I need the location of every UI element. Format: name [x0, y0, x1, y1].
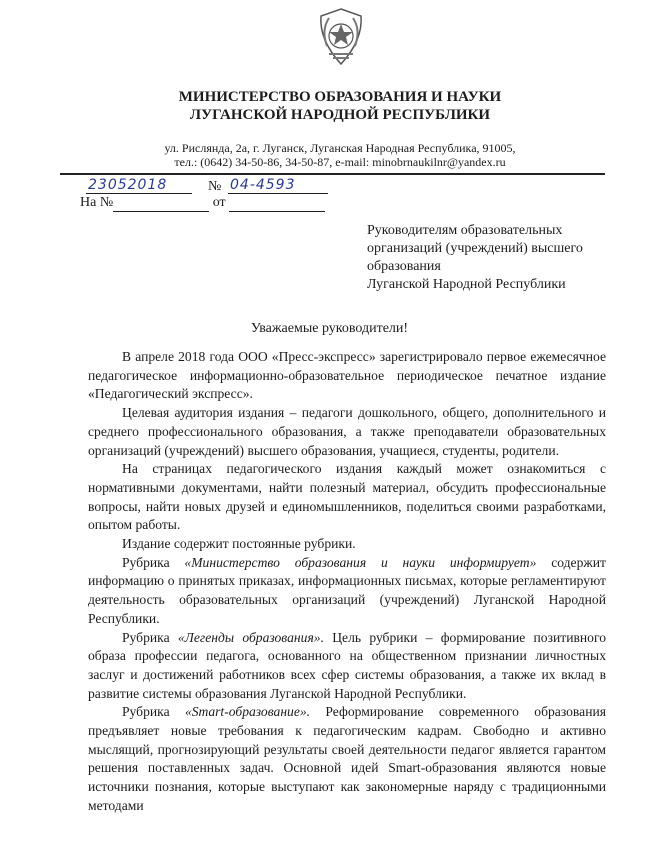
paragraph — [88, 629, 606, 704]
reply-number-label: На № — [80, 195, 114, 210]
ministry-address: ул. Рисляндa, 2a, г. Луганск, Луганская Народная Республика, 91005, — [164, 141, 516, 155]
ministry-title-line1: МИНИСТЕРСТВО ОБРАЗОВАНИЯ И НАУКИ — [178, 89, 502, 105]
reply-number-blank — [113, 195, 209, 212]
reply-from-label: от — [212, 195, 226, 210]
paragraph — [88, 703, 606, 815]
paragraph-text: В апреле 2018 года ООО «Пресс-экспресс» зарегистрировало первое ежемесячное педагогическое информационно-образовательное периодическое печатное издание «Педагогический экспресс». — [88, 349, 606, 402]
paragraph-lead: Рубрика — [122, 704, 185, 720]
letter-body — [88, 348, 606, 816]
paragraph — [88, 535, 606, 554]
salutation: Уважаемые руководители! — [250, 321, 409, 336]
paragraph — [88, 460, 606, 535]
paragraph — [88, 404, 606, 460]
paragraph-text: Целевая аудитория издания – педагоги дошкольного, общего, дополнительного и среднего профессионального образования, а также преподаватели образовательных организаций (учреждений) высшего образования, учащиеся, студенты, родители. — [88, 405, 606, 458]
addressee-line: организаций (учреждений) высшего — [367, 241, 583, 256]
coat-of-arms-icon — [313, 6, 369, 68]
paragraph-lead: Рубрика — [122, 554, 185, 570]
ministry-contacts: тел.: (0642) 34-50-86, 34-50-87, e-mail: minobrnaukilnr@yandex.ru — [174, 155, 506, 169]
paragraph-lead: Рубрика — [122, 629, 178, 645]
paragraph — [88, 348, 606, 404]
header-divider — [60, 173, 605, 175]
date-underline — [86, 193, 192, 194]
handwritten-number: 04-4593 — [230, 177, 296, 193]
rubric-title: «Легенды образования». — [177, 629, 324, 645]
ministry-title-line2: ЛУГАНСКОЙ НАРОДНОЙ РЕСПУБЛИКИ — [189, 107, 491, 123]
paragraph-text: содержит информацию о принятых приказах, информационных письмах, которые регламентируют деятельность образовательных организаций (учреждений) Луганской Народной Республики. — [88, 554, 606, 626]
reply-date-blank — [229, 195, 325, 212]
paragraph-text: На страницах педагогического издания каждый может ознакомиться с нормативными документами, найти полезный материал, обсудить профессиональные вопросы, найти новых друзей и единомышленников, поделиться своими разработками, опытом работы. — [88, 461, 606, 533]
paragraph-text: Издание содержит постоянные рубрики. — [122, 536, 356, 552]
handwritten-date: 23052018 — [88, 177, 168, 193]
paragraph — [88, 554, 606, 629]
reply-reference-row — [80, 195, 325, 212]
rubric-title: «Smart-образование». — [184, 704, 311, 720]
addressee-block — [367, 222, 632, 294]
number-label: № — [208, 179, 222, 194]
paragraph-text: Цель рубрики – формирование позитивного образа профессии педагога, основанного на общественном признании личностных заслуг и достижений работников всех сфер системы образования, а также их вклад в развитие системы образования Луганской Народной Республики. — [88, 629, 606, 701]
number-underline — [228, 193, 328, 194]
addressee-line: образования — [367, 259, 441, 274]
addressee-line: Руководителям образовательных — [367, 223, 563, 238]
addressee-line: Луганской Народной Республики — [367, 277, 566, 292]
paragraph-text: Реформирование современного образования предъявляет новые требования к педагогическим кадрам. Свободно и активно мыслящий, прогнозирующий результаты своей деятельности педагог является гарантом решения поставленных задач. Основной идей Smart-образования являются новые источники познания, которые выступают как закономерные наряду с традиционными методами — [88, 704, 606, 813]
rubric-title: «Министерство образования и науки информирует» — [184, 554, 537, 570]
